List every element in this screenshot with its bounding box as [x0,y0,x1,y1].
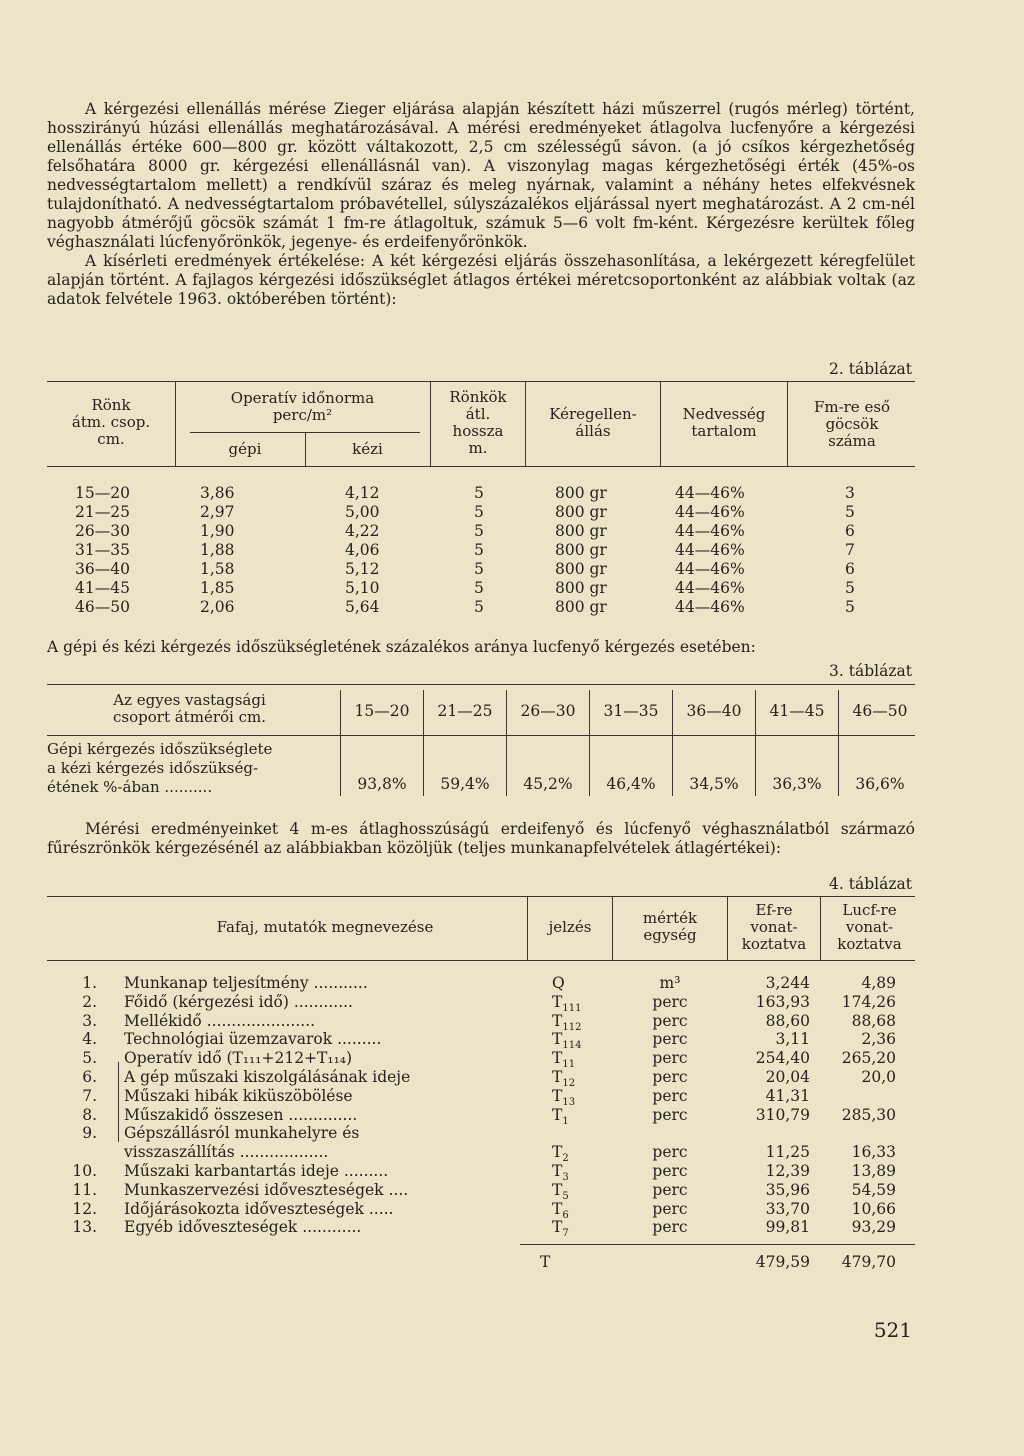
table2-cell: 5,64 [345,598,380,616]
row-ef-value: 88,60 [765,1011,810,1030]
symbol-subscript: 12 [562,1078,576,1090]
table3-vline [340,690,341,796]
row-unit: perc [652,1049,688,1068]
header-line: tartalom [691,422,757,440]
header-line: Fm-re eső [813,398,891,416]
paragraph-3-text: Mérési eredményeinket 4 m-es átlaghosszúságú erdeifenyő és lúcfenyő véghasználatból származó fűrészrönkök kérgezésénél az alábbiakban közöljük (teljes munkanapfelvételek átlagértékei): [47,820,915,857]
table3-value: 59,4% [440,775,490,793]
table2-cell: 44—46% [675,522,745,540]
row-number: 2. [82,992,97,1011]
table2-vline [305,432,306,466]
row-label: Munkanap teljesítmény ........... [124,974,368,992]
table4-vline [820,896,821,960]
table2-cell: 41—45 [75,579,130,597]
table2-top-rule [47,381,915,382]
row-ef-value: 12,39 [765,1162,810,1180]
table3-vline [589,690,590,796]
table4-vline [612,896,613,960]
table2-cell: 5 [474,579,484,597]
header-line: Rönkök [449,388,507,406]
row-ef-value: 3,244 [765,974,810,992]
table3-group: 36—40 [686,702,742,720]
table2-cell: 6 [845,522,855,540]
table2-cell: 31—35 [75,541,130,559]
row-ef-value: 35,96 [765,1180,810,1199]
table2-vline [787,381,788,466]
row-number: 1. [82,974,97,992]
header-line: Rönk [91,396,131,414]
header-operativ [180,390,425,424]
table2-cell: 15—20 [75,484,130,502]
table2-cell: 5 [845,579,855,597]
symbol-subscript: 114 [562,1040,582,1052]
table3-vline [755,690,756,796]
header-jelzes: jelzés [548,918,592,936]
table3-value: 93,8% [357,775,407,793]
symbol-subscript: 5 [562,1190,569,1202]
page-number: 521 [873,1318,912,1342]
table2-cell: 5 [474,541,484,559]
row-ef-value: 163,93 [755,992,810,1011]
table3-intro: A gépi és kézi kérgezés időszükségletének százalékos aránya lucfenyő kérgezés esetében: [47,638,756,656]
symbol-subscript: 3 [562,1172,569,1184]
header-line: Kéregellen- [549,405,637,423]
total-luc: 479,70 [841,1253,896,1271]
row-luc-value: 54,59 [851,1180,896,1199]
total-ef: 479,59 [755,1253,810,1271]
table4-vline [727,896,728,960]
row-ef-value: 20,04 [765,1068,810,1086]
table3-value: 46,4% [606,775,656,793]
table3-group: 21—25 [437,702,493,720]
table2-cell: 800 gr [555,579,607,597]
symbol-letter: Q [552,974,565,992]
row-number: 3. [82,1011,97,1030]
header-line: hossza [452,422,504,440]
table2-cell: 1,88 [200,541,235,559]
symbol-subscript: 112 [562,1021,582,1033]
symbol-letter: T [552,1199,563,1218]
table2-cell: 5 [474,503,484,521]
table4-header-rule [47,960,915,961]
table2-cell: 44—46% [675,598,745,616]
table2-cell: 3 [845,484,855,502]
symbol-subscript: 111 [562,1002,582,1014]
row-label: visszaszállítás .................. [124,1143,329,1162]
row-unit: perc [652,992,688,1011]
paragraph-1: A kérgezési ellenállás mérése Zieger eljárása alapján készített házi műszerrel (rugós mérleg) történt, hosszirányú húzási ellenállás meghatározásával. A mérési eredményeket átlagolva lucfenyőre a kérgezési ellenállás értéke 600—800 gr. között váltakozott, 2,5 cm szélességű sávon. (a jó csíkos kérgezhetőség felsőhatára 8000 gr. kérgezési ellenállásnál van). A viszonylag magas kérgezhetőségi érték (45%-os nedvességtartalom mellett) a rendkívül száraz és meleg nyárnak, valamint a néhány hetes elfekvésnek tulajdonítható. A nedvességtartalom próbavétellel, súlyszázalékos eljárással nyert meghatározást. A 2 cm-nél nagyobb átmérőjű göcsök számát 1 fm-re átlagoltuk, számuk 5—6 volt fm-ként. Kérgezésre kerültek főleg véghasználati lúcfenyőrönkök, jegenye- és erdeifenyőrönkök. [47,100,915,251]
symbol-letter: T [552,1086,563,1105]
row-unit: perc [652,1162,688,1180]
paragraph-3 [47,820,915,858]
table2-cell: 800 gr [555,484,607,502]
row-number: 8. [82,1105,97,1124]
symbol-letter: T [552,1049,563,1068]
header-fafaj: Fafaj, mutatók megnevezése [216,918,434,936]
table2-vline [430,381,431,466]
table2-cell: 5 [845,598,855,616]
symbol-letter: T [552,1011,563,1030]
header-line: koztatva [837,935,902,953]
row-unit: perc [652,1143,688,1162]
table2-cell: 1,85 [200,579,235,597]
table2-cell: 5,12 [345,560,380,578]
row-unit: perc [652,1068,688,1086]
table3-vline [506,690,507,796]
table2-vline [660,381,661,466]
table2-cell: 4,22 [345,522,380,540]
row-unit: perc [652,1011,688,1030]
row-luc-value: 265,20 [841,1049,896,1068]
table2-cell: 5 [845,503,855,521]
row-luc-value: 4,89 [861,974,896,992]
symbol-subscript: 7 [562,1228,569,1240]
label-line: étének %-ában .......... [47,778,213,796]
header-ronk [47,397,175,448]
table2-cell: 5,10 [345,579,380,597]
symbol-letter: T [552,1180,563,1199]
row-label: Műszakidő összesen .............. [124,1105,358,1124]
table2-header-rule [47,466,915,467]
header-line: átm. csop. [71,413,151,431]
row-number: 12. [72,1199,97,1218]
row-number: 6. [82,1068,97,1086]
table2-cell: 46—50 [75,598,130,616]
header-fm [789,399,915,450]
table3-group: 31—35 [603,702,659,720]
table2-cell: 800 gr [555,560,607,578]
table2-vline [175,381,176,466]
table3-vline [838,690,839,796]
row-ef-value: 41,31 [765,1086,810,1105]
row-unit: perc [652,1180,688,1199]
header-kezi: kézi [352,440,383,458]
table3-value: 45,2% [523,775,573,793]
table2-cell: 1,90 [200,522,235,540]
table3-value: 34,5% [689,775,739,793]
intro-text [47,100,915,309]
row-label: Gépszállásról munkahelyre és [124,1124,360,1143]
table2-cell: 4,06 [345,541,380,559]
table2-cell: 800 gr [555,503,607,521]
label-line: Az egyes vastagsági [113,691,266,709]
header-line: vonat- [750,918,798,936]
row-label: Műszaki karbantartás ideje ......... [124,1162,389,1180]
row-unit: perc [652,1218,688,1237]
symbol-letter: T [552,1162,563,1180]
table2-cell: 44—46% [675,503,745,521]
table4-caption: 4. táblázat [829,875,912,893]
row-number: 10. [72,1162,97,1180]
table2-cell: 44—46% [675,579,745,597]
table2-cell: 3,86 [200,484,235,502]
table3-top-rule [47,684,915,685]
table3-group: 26—30 [520,702,576,720]
table3-caption: 3. táblázat [829,662,912,680]
header-line: átl. [465,405,491,423]
label-line: csoport átmérői cm. [113,708,266,726]
row-number: 9. [82,1124,97,1143]
paragraph-2: A kísérleti eredmények értékelése: A két kérgezési eljárás összehasonlítása, a lekérgezett kéregfelület alapján történt. A fajlagos kérgezési időszükséglet átlagos értékei méretcsoportonként az alábbiak voltak (az adatok felvétele 1963. októberében történt): [47,252,915,308]
header-line: egység [643,926,697,944]
symbol-letter: T [552,1143,563,1162]
row-ef-value: 11,25 [765,1143,810,1162]
symbol-subscript: 13 [562,1096,576,1108]
symbol-letter: T [552,1030,563,1049]
table2-cell: 5 [474,484,484,502]
table3-row1-label [47,692,332,726]
total-symbol: T [540,1253,551,1271]
row-symbol [552,1218,602,1243]
row-number: 4. [82,1030,97,1049]
header-line: Lucf-re [842,901,897,919]
symbol-letter: T [552,1105,563,1124]
table2-cell: 5 [474,598,484,616]
header-line: Ef-re [755,901,793,919]
row-unit: m³ [659,974,681,992]
row-unit: perc [652,1105,688,1124]
header-line: koztatva [741,935,807,953]
table2-vline [525,381,526,466]
row-luc-value: 16,33 [851,1143,896,1162]
table2-cell: 44—46% [675,560,745,578]
row-label: A gép műszaki kiszolgálásának ideje [124,1068,411,1086]
row-number: 11. [72,1180,97,1199]
row-luc-value: 93,29 [851,1218,896,1237]
symbol-subscript: 6 [562,1209,569,1221]
header-line: vonat- [845,918,894,936]
header-line: göcsök [825,415,879,433]
symbol-subscript: 1 [562,1115,569,1127]
row-luc-value: 20,0 [861,1068,896,1086]
table2-cell: 21—25 [75,503,130,521]
table3-mid-rule [47,735,915,736]
header-mertek [614,910,726,944]
table3-value: 36,6% [855,775,905,793]
header-line: m. [468,439,488,457]
row-unit: perc [652,1086,688,1105]
row-label: Egyéb időveszteségek ............ [124,1218,362,1237]
table2-cell: 1,58 [200,560,235,578]
table4-top-rule [47,896,915,897]
header-line: cm. [97,430,125,448]
row-symbol [552,1106,602,1131]
table2-cell: 36—40 [75,560,130,578]
row-luc-value: 88,68 [851,1011,896,1030]
table2-cell: 4,12 [345,484,380,502]
row-luc-value: 2,36 [861,1030,896,1049]
table4-vline [527,896,528,960]
row-number: 13. [72,1218,97,1237]
row-label: Operatív idő (T₁₁₁+212+T₁₁₄) [124,1049,353,1068]
label-line: a kézi kérgezés időszükség- [47,759,259,777]
header-nedvesseg [662,406,786,440]
table2-caption: 2. táblázat [829,360,912,378]
table2-cell: 2,06 [200,598,235,616]
header-line: Operatív időnorma [230,389,375,407]
table2-cell: 26—30 [75,522,130,540]
table2-cell: 7 [845,541,855,559]
header-line: száma [828,432,876,450]
symbol-letter: T [552,1218,563,1237]
table3-vline [423,690,424,796]
row-label: Főidő (kérgezési idő) ............ [124,992,353,1011]
header-ronkok [432,389,524,457]
header-gepi: gépi [228,440,262,458]
label-line: Gépi kérgezés időszükséglete [47,740,273,758]
header-luc [822,902,917,953]
row-label: Mellékidő ...................... [124,1011,316,1030]
header-line: Nedvesség [682,405,766,423]
header-line: mérték [642,909,698,927]
header-keregellen [527,406,659,440]
row-number: 7. [82,1086,97,1105]
row-label: Technológiai üzemzavarok ......... [124,1030,382,1049]
row-ef-value: 310,79 [755,1105,810,1124]
header-line: perc/m² [272,406,333,424]
table2-cell: 800 gr [555,541,607,559]
table2-cell: 44—46% [675,484,745,502]
row-label: Munkaszervezési időveszteségek .... [124,1180,409,1199]
symbol-subscript: 2 [562,1153,569,1165]
header-ef [729,902,819,953]
table3-group: 15—20 [354,702,410,720]
row-ef-value: 99,81 [765,1218,810,1237]
row-luc-value: 10,66 [851,1199,896,1218]
table3-group: 41—45 [769,702,825,720]
table2-cell: 2,97 [200,503,235,521]
table3-value: 36,3% [772,775,822,793]
row-number: 5. [82,1049,97,1068]
table3-vline [672,690,673,796]
table3-group: 46—50 [852,702,908,720]
table2-cell: 44—46% [675,541,745,559]
header-line: állás [575,422,611,440]
table2-cell: 5 [474,522,484,540]
table3-row2-label [47,740,332,797]
row-ef-value: 3,11 [775,1030,810,1049]
table4-total-rule [520,1244,915,1245]
row-unit: perc [652,1199,688,1218]
table2-cell: 800 gr [555,598,607,616]
row-luc-value: 285,30 [841,1105,896,1124]
table2-cell: 800 gr [555,522,607,540]
table4-vline [118,1062,119,1142]
row-ef-value: 33,70 [765,1199,810,1218]
symbol-subscript: 11 [562,1059,576,1071]
row-label: Időjárásokozta időveszteségek ..... [124,1199,394,1218]
row-luc-value: 174,26 [841,992,896,1011]
row-unit: perc [652,1030,688,1049]
row-ef-value: 254,40 [755,1049,810,1068]
row-label: Műszaki hibák kiküszöbölése [124,1086,353,1105]
table2-cell: 5 [474,560,484,578]
row-luc-value: 13,89 [851,1162,896,1180]
table2-cell: 6 [845,560,855,578]
symbol-letter: T [552,992,563,1011]
symbol-letter: T [552,1068,563,1086]
table2-cell: 5,00 [345,503,380,521]
